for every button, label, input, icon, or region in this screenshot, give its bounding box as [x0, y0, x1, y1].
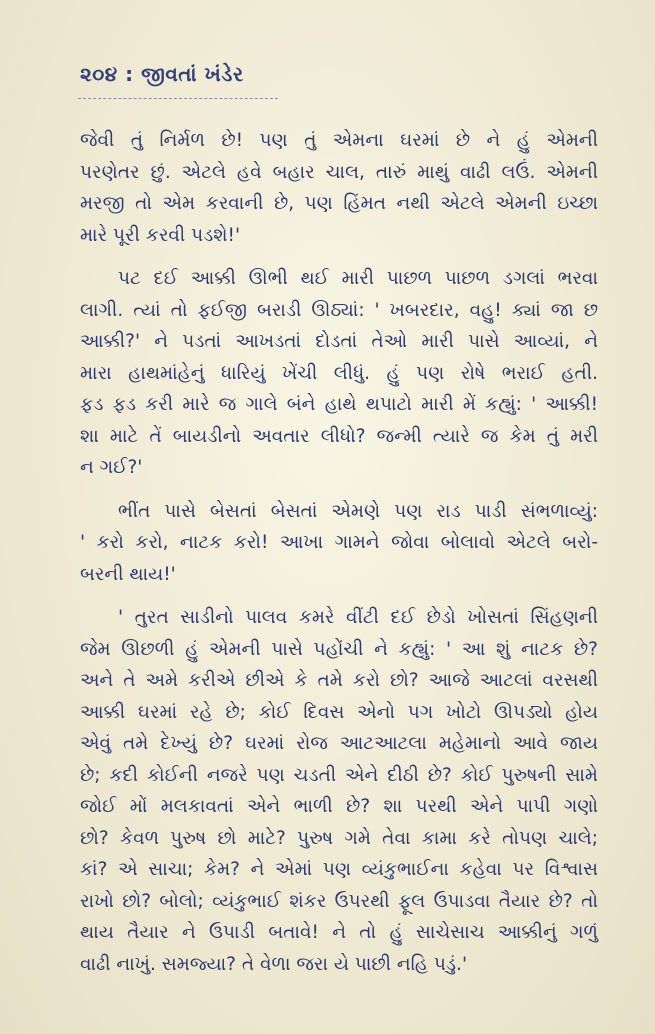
- page-number: ૨૦૪: [80, 62, 118, 86]
- text-line: થાય તૈયાર ને ઉપાડી બતાવે! ને તો હું સાચેસાચ આક્કીનું ગળું: [80, 922, 598, 943]
- text-line: પટ દઈ આક્કી ઊભી થઈ મારી પાછળ પાછળ ડગલાં ભરવા: [118, 268, 598, 289]
- text-line: ' તુરત સાડીનો પાલવ કમરે વીંટી દઈ છેડો ખોસતાં સિંહણની: [118, 607, 598, 628]
- text-line: જોઈ મોં મલકાવતાં એને ભાળી છે? શા પરથી એને પાપી ગણો: [80, 796, 598, 817]
- text-line: પરણેતર છું. એટલે હવે બહાર ચાલ, તારું માથું વાઢી લઉં. એમની: [80, 161, 598, 183]
- header-rule: [78, 98, 278, 99]
- text-line: મારા હાથમાંહેનું ધારિયું ખેંચી લીધું. હું પણ રોષે ભરાઈ હતી.: [80, 362, 598, 384]
- text-line: મારે પૂરી કરવી પડશે!': [80, 224, 241, 246]
- text-line: આક્કી?' ને પડતાં આખડતાં દોડતાં તેઓ મારી પાસે આવ્યાં, ને: [80, 331, 598, 352]
- text-line: લાગી. ત્યાં તો ફઈજી બરાડી ઊઠ્યાં: ' ખબરદાર, વહુ! ક્યાં જા છ: [80, 299, 598, 321]
- text-line: ન ગઈ?': [80, 457, 143, 478]
- text-line: બરની થાય!': [80, 563, 176, 585]
- body-text: [80, 125, 598, 992]
- paragraph-1: [80, 125, 598, 251]
- text-line: શા માટે તેં બાયડીનો અવતાર લીધો? જન્મી ત્યારે જ કેમ તું મરી: [80, 425, 598, 447]
- text-line: ભીંત પાસે બેસતાં બેસતાં એમણે પણ રાડ પાડી સંભળાવ્યું:: [118, 500, 598, 522]
- text-line: જેમ ઊછળી હું એમની પાસે પહોંચી ને કહ્યું: ' આ શું નાટક છે?: [80, 638, 598, 660]
- text-line: છે; કદી કોઈની નજરે પણ ચડતી એને દીઠી છે? કોઈ પુરુષની સામે: [80, 764, 598, 786]
- paragraph-2: [80, 263, 598, 484]
- paragraph-4: [80, 602, 598, 980]
- text-line: એવું તમે દેખ્યું છે? ઘરમાં રોજ આટઆટલા મહેમાનો આવે જાય: [80, 733, 598, 754]
- text-line: કાં? એ સાચા; કેમ? ને એમાં પણ વ્યંકુભાઈના કહેવા પર વિશ્વાસ: [80, 859, 598, 880]
- paragraph-3: [80, 496, 598, 591]
- text-line: ' કરો કરો, નાટક કરો! આખા ગામને જોવા બોલાવો એટલે બરો-: [80, 532, 598, 553]
- header-separator: :: [125, 62, 134, 86]
- text-line: છો? કેવળ પુરુષ છો માટે? પુરુષ ગમે તેવા કામા કરે તોપણ ચાલે;: [80, 827, 598, 849]
- text-line: જેવી તું નિર્મળ છે! પણ તું એમના ઘરમાં છે ને હું એમની: [80, 130, 598, 151]
- text-line: અને તે અમે કરીએ છીએ કે તમે કરો છો? આજે આટલાં વરસથી: [80, 670, 598, 691]
- running-header: [80, 62, 244, 86]
- text-line: ફડ ફડ કરી મારે જ ગાલે બંને હાથે થપાટો મારી મેં કહ્યું: ' આક્કી!: [80, 394, 598, 415]
- text-line: આક્કી ઘરમાં રહે છે; કોઈ દિવસ એનો પગ ખોટો ઊપડ્યો હોય: [80, 701, 598, 723]
- text-line: મરજી તો એમ કરવાની છે, પણ હિંમત નથી એટલે એમની ઇચ્છા: [80, 193, 598, 214]
- text-line: વાઢી નાખું. સમજ્યા? તે વેળા જરા યે પાછી નહિ પડું.': [80, 953, 468, 975]
- book-title: જીવતાં ખંડેર: [141, 62, 244, 86]
- text-line: રાખો છો? બોલો; વ્યંકુભાઈ શંકર ઉપરથી ફૂલ ઉપાડવા તૈયાર છે? તો: [80, 890, 598, 912]
